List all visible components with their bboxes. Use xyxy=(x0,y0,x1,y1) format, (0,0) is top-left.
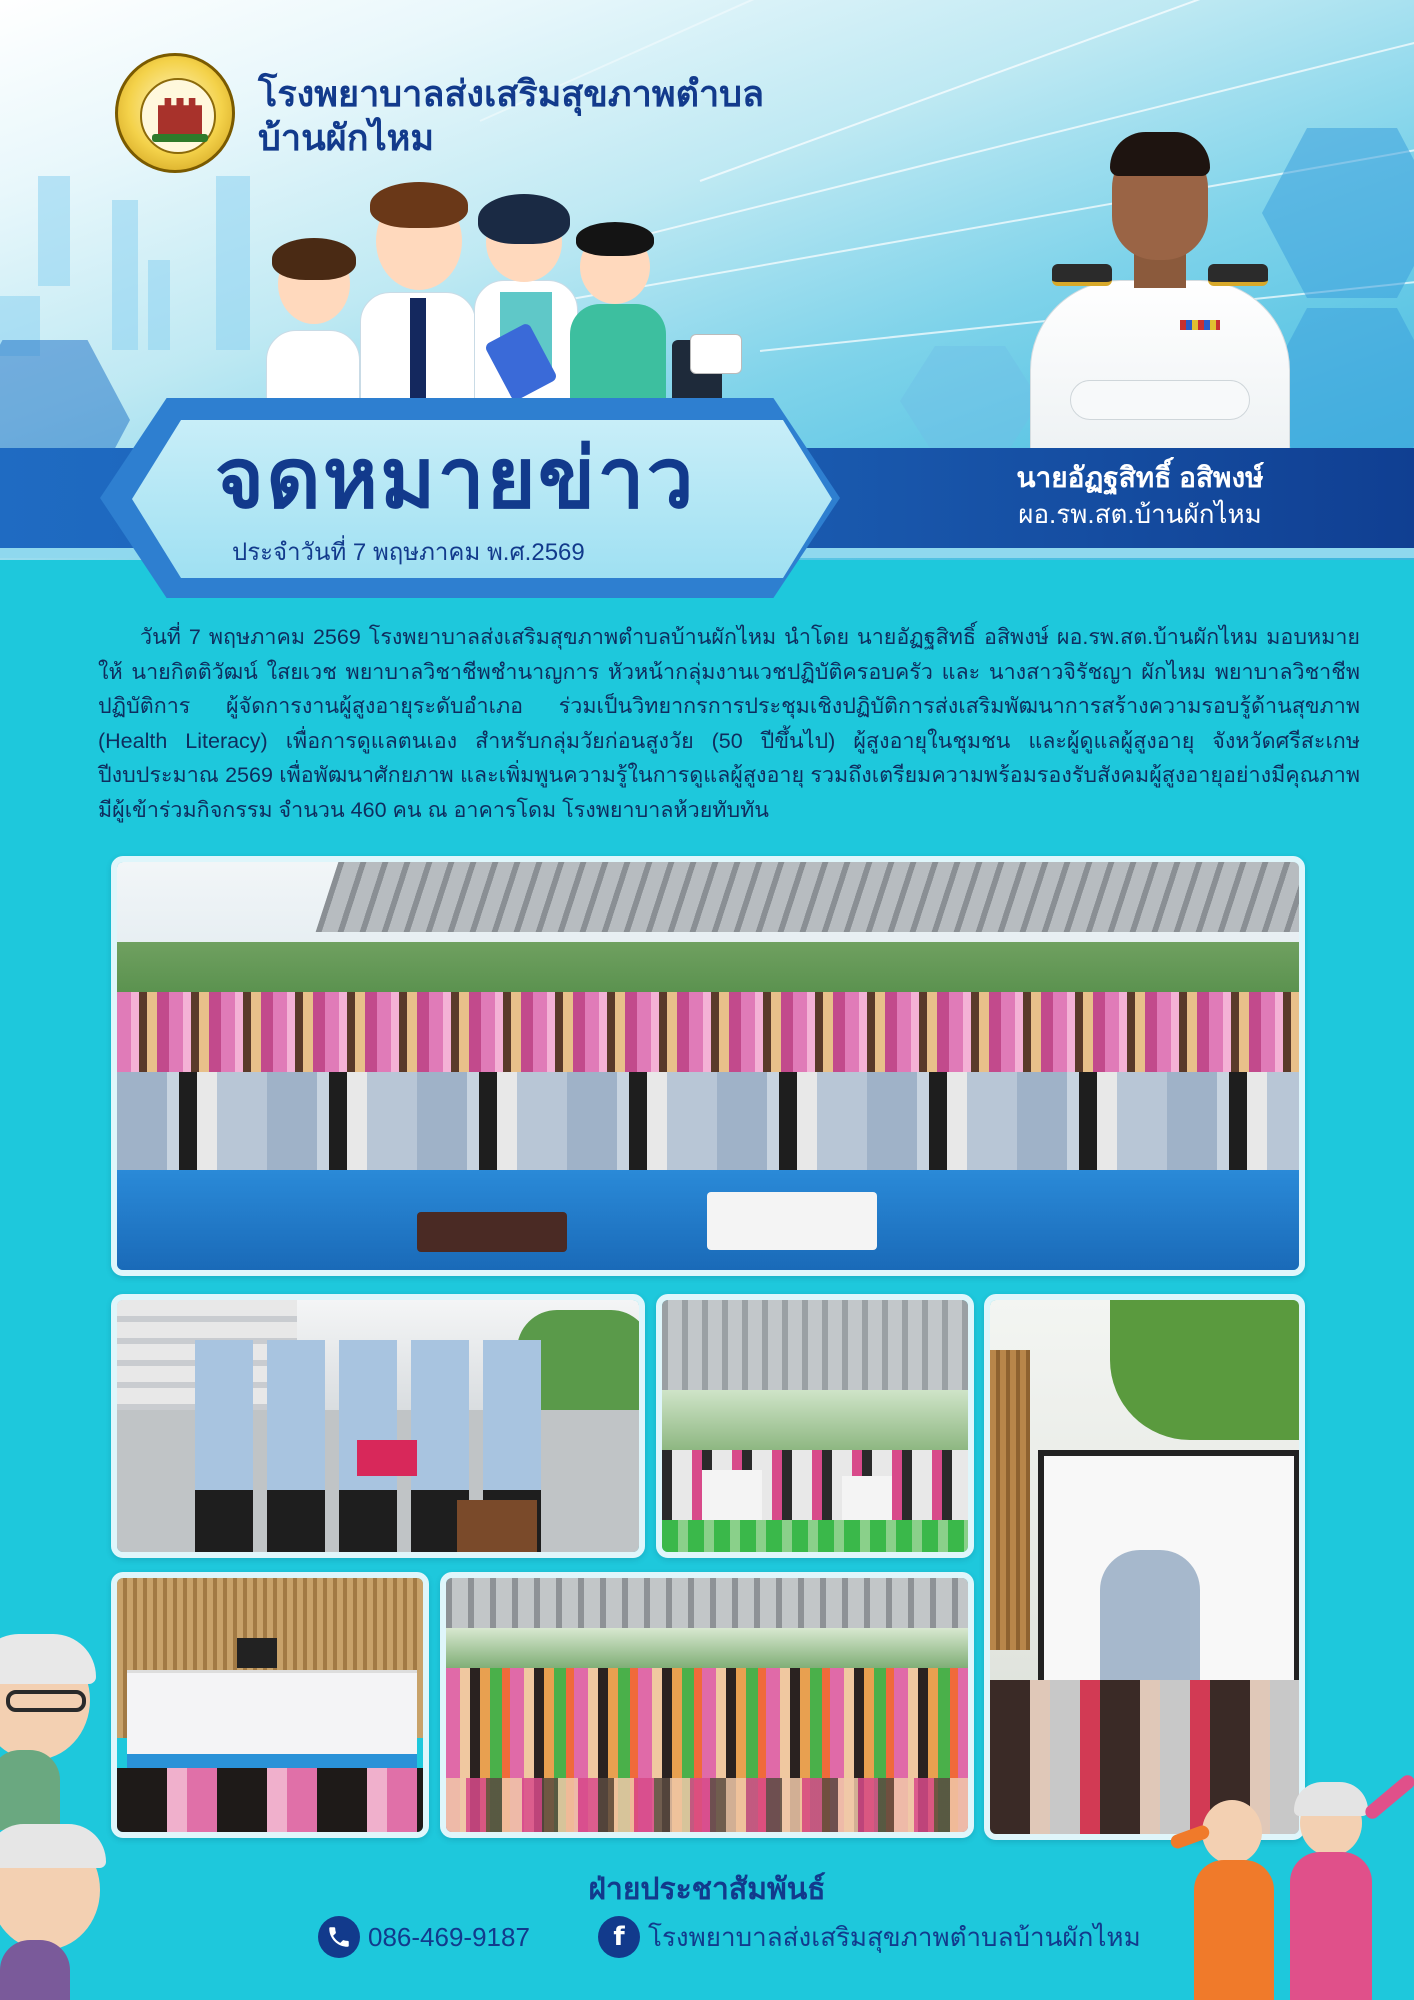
facebook-page-name: โรงพยาบาลส่งเสริมสุขภาพตำบลบ้านผักไหม xyxy=(648,1921,1141,1952)
facebook-icon: f xyxy=(598,1916,640,1958)
cartoon-doctors-illustration xyxy=(260,180,740,425)
elderly-cartoon-left xyxy=(0,1640,110,2000)
phone-contact[interactable] xyxy=(318,1914,530,1960)
phone-icon xyxy=(318,1916,360,1958)
pr-section-title: ฝ่ายประชาสัมพันธ์ xyxy=(588,1873,826,1906)
hospital-logo xyxy=(115,53,235,173)
photo-crowd-exercise xyxy=(440,1572,974,1838)
newsletter-title: จดหมายข่าว xyxy=(215,431,696,525)
photo-exercise-screen xyxy=(984,1294,1305,1840)
director-portrait xyxy=(1030,130,1290,450)
issue-date: ประจำวันที่ 7 พฤษภาคม พ.ศ.2569 xyxy=(232,539,585,566)
photo-lecture xyxy=(111,1572,429,1838)
organization-name: โรงพยาบาลส่งเสริมสุขภาพตำบล บ้านผักไหม xyxy=(258,73,765,158)
phone-number: 086-469-9187 xyxy=(368,1921,530,1952)
facebook-contact[interactable] xyxy=(598,1914,1141,1960)
director-position: ผอ.รพ.สต.บ้านผักไหม xyxy=(1018,499,1262,529)
photo-group-activity xyxy=(656,1294,974,1558)
article-body: วันที่ 7 พฤษภาคม 2569 โรงพยาบาลส่งเสริมสุขภาพตำบลบ้านผักไหม นำโดย นายอัฏฐสิทธิ์ อสิพงษ์ ผอ.รพ.สต.บ้านผักไหม มอบหมายให้ นายกิตติวัฒน์ ใสยเวช พยาบาลวิชาชีพชำนาญการ หัวหน้ากลุ่มงานเวชปฏิบัติครอบครัว และ นางสาวจิรัชญา ผักไหม พยาบาลวิชาชีพปฏิบัติการ ผู้จัดการงานผู้สูงอายุระดับอำเภอ ร่วมเป็นวิทยากรการประชุมเชิงปฏิบัติการส่งเสริมพัฒนาการสร้างความรอบรู้ด้านสุขภาพ (Health Literacy) เพื่อการดูแลตนเอง สำหรับกลุ่มวัยก่อนสูงวัย (50 ปีขึ้นไป) ผู้สูงอายุในชุมชน และผู้ดูแลผู้สูงอายุ จังหวัดศรีสะเกษ ปีงบประมาณ 2569 เพื่อพัฒนาศักยภาพ และเพิ่มพูนความรู้ในการดูแลผู้สูงอายุ รวมถึงเตรียมความพร้อมรองรับสังคมผู้สูงอายุอย่างมีคุณภาพ มีผู้เข้าร่วมกิจกรรม จำนวน 460 คน ณ อาคารโดม โรงพยาบาลห้วยทับทัน xyxy=(98,625,1360,822)
photo-group-main xyxy=(111,856,1305,1276)
director-name: นายอัฏฐสิทธิ์ อสิพงษ์ xyxy=(1016,462,1264,493)
photo-speakers xyxy=(111,1294,645,1558)
